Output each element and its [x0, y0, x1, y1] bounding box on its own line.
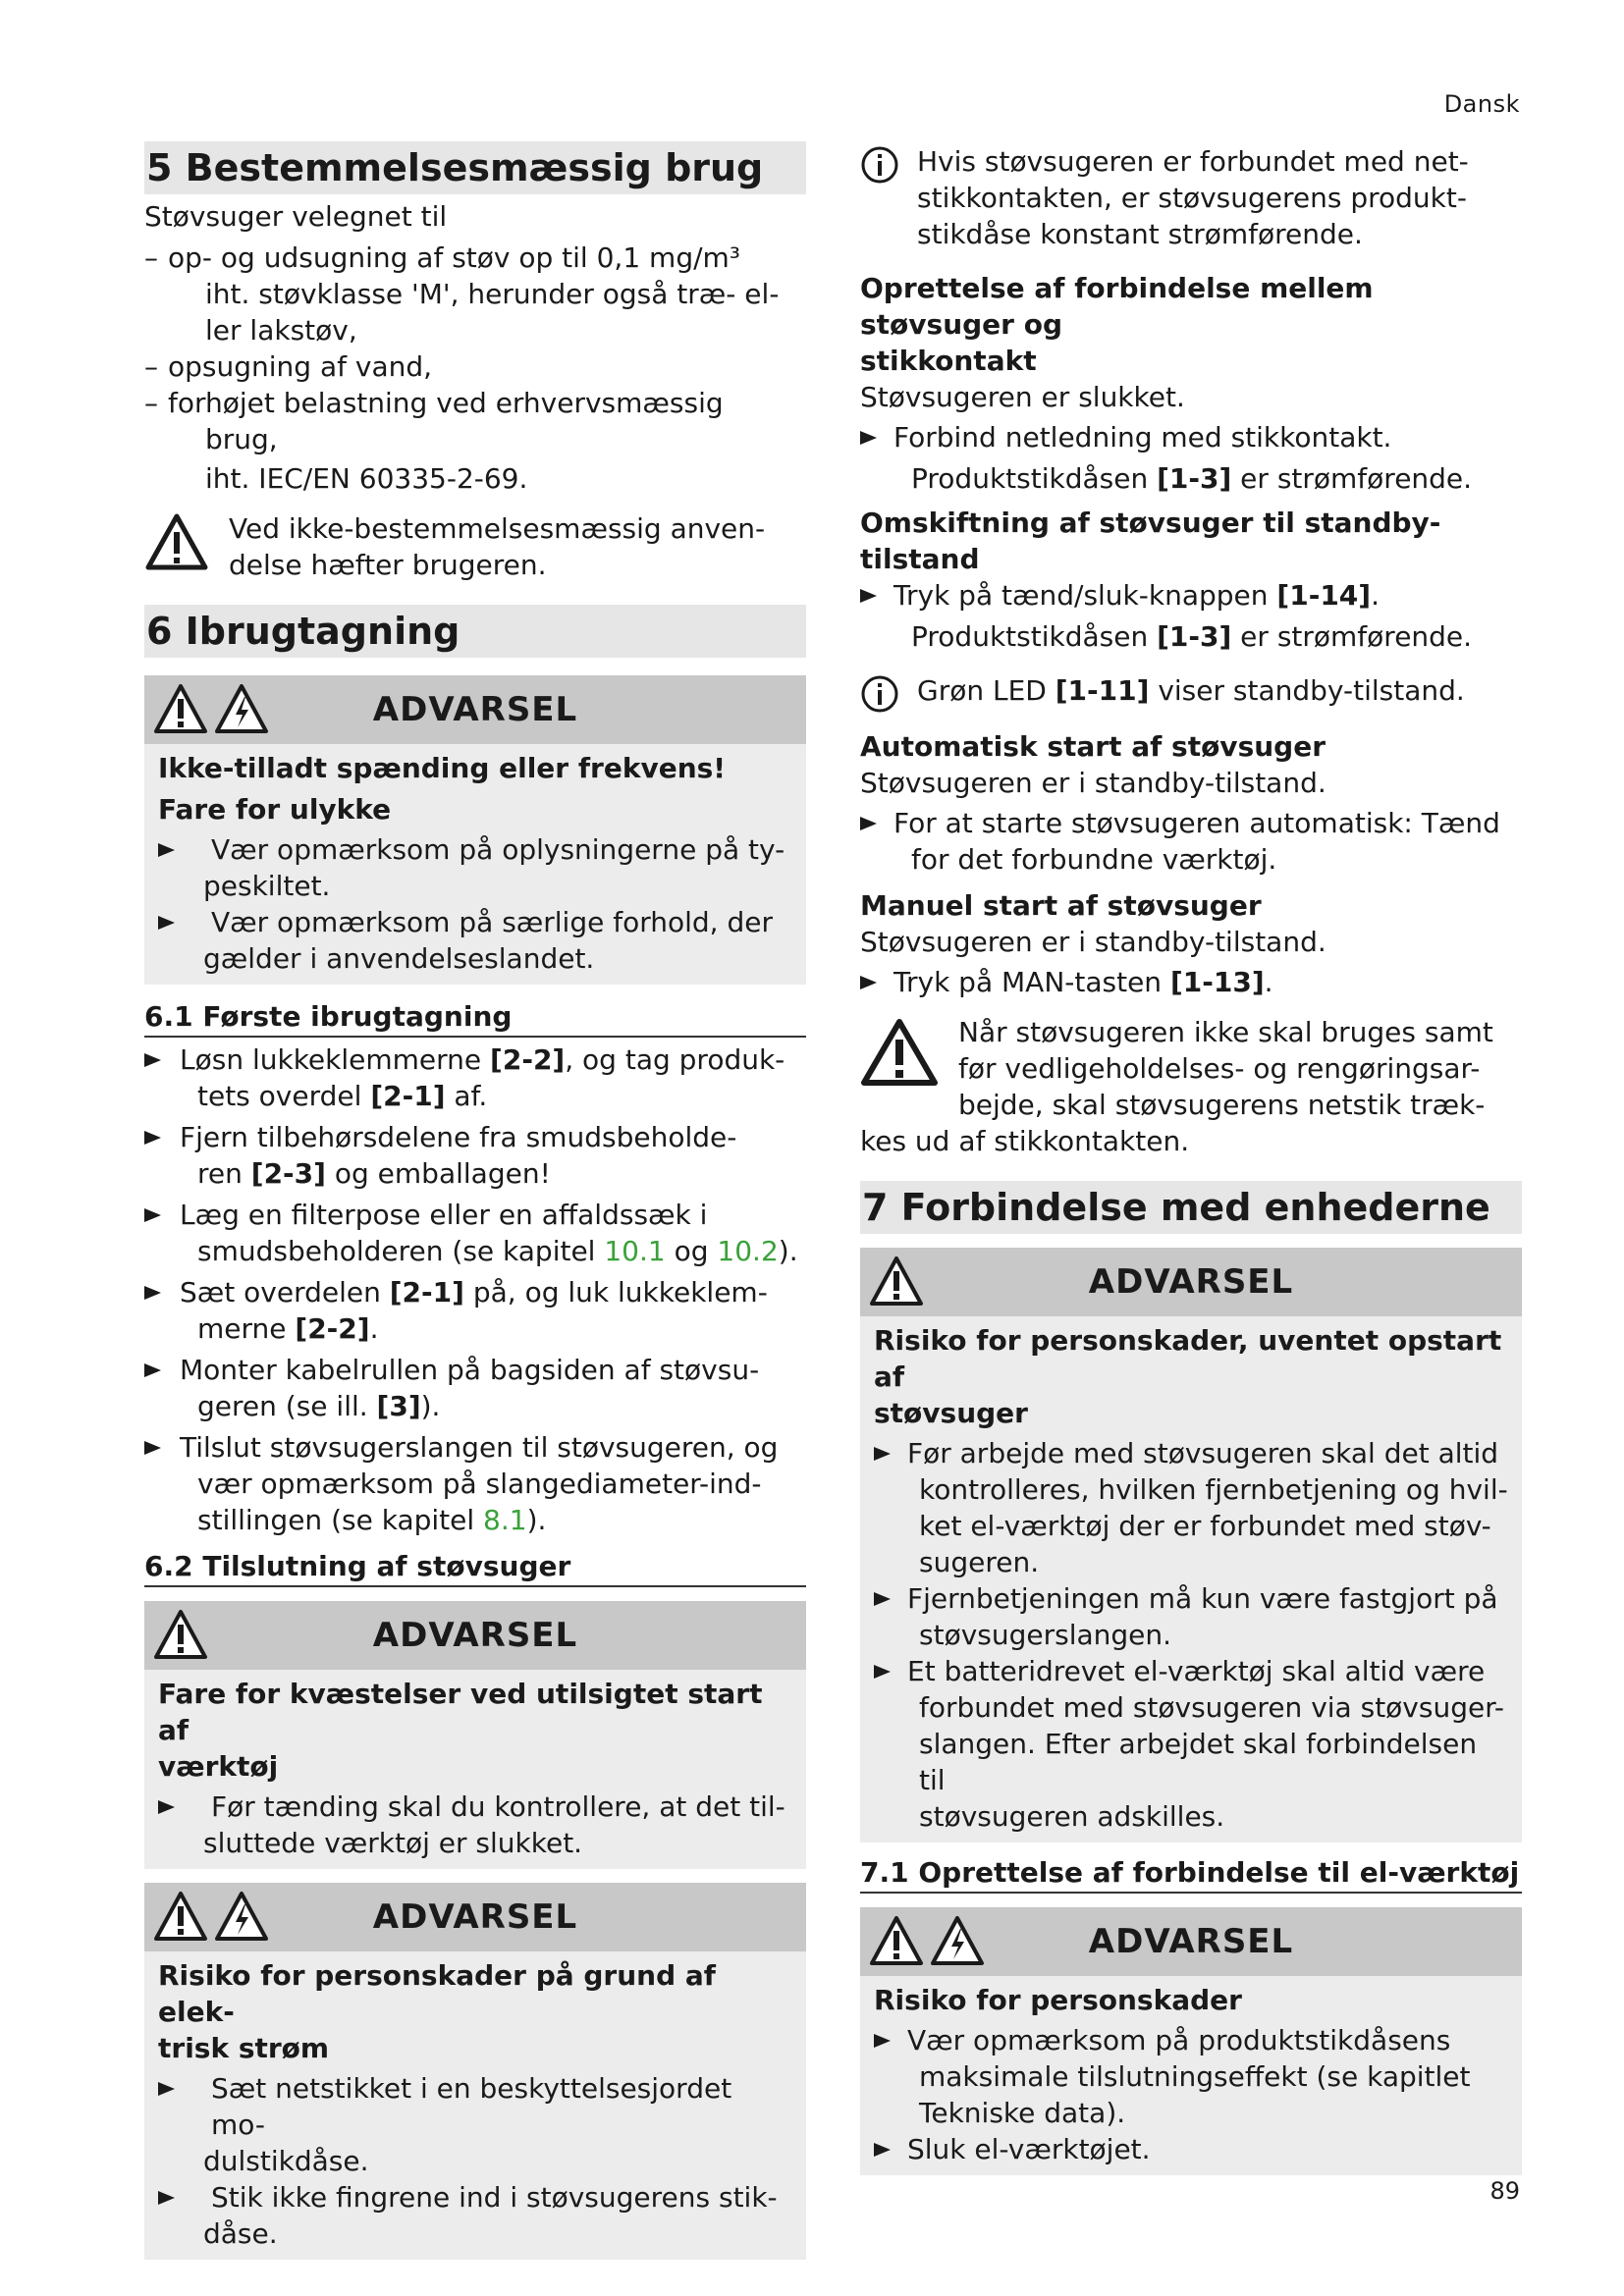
warning-bullet: Et batteridrevet el-værktøj skal altid være: [874, 1653, 1508, 1689]
link-10-2[interactable]: 10.2: [717, 1235, 779, 1267]
subsection-6-1-title: 6.1 Første ibrugtagning: [144, 1000, 806, 1038]
arrow-bullet-icon: [158, 2082, 175, 2096]
arrow-bullet-icon: [158, 843, 175, 857]
warning-box-2: [144, 1601, 806, 1869]
warning-title: ADVARSEL: [372, 690, 578, 729]
s5-l1-c: ler lakstøv,: [205, 314, 357, 347]
arrow-bullet-icon: [144, 1131, 161, 1145]
warning-box-3: [144, 1883, 806, 2260]
s5-l3-a: forhøjet belastning ved erhvervsmæssig: [168, 387, 724, 419]
info-icon: [860, 145, 899, 185]
arrow-bullet-icon: [874, 1592, 891, 1606]
connect-heading: Oprettelse af forbindelse mellem støvsuger og: [860, 272, 1374, 341]
right-column: [860, 141, 1522, 2175]
s5-l3-b: brug,: [205, 423, 278, 455]
warning-bar: [144, 1883, 806, 1951]
warning-bar: [860, 1907, 1522, 1976]
page-number: 89: [1489, 2177, 1520, 2205]
bullet-cont: dåse.: [203, 2217, 278, 2250]
standby-heading: Omskiftning af støvsuger til standby-tilstand: [860, 507, 1441, 575]
manual-heading: Manuel start af støvsuger: [860, 889, 1262, 922]
s5-list-item-1: [144, 240, 806, 276]
subsection-7-1-title: 7.1 Oprettelse af forbindelse til el-værktøj: [860, 1856, 1522, 1894]
auto-heading: Automatisk start af støvsuger: [860, 730, 1326, 763]
warning-heading: Risiko for personskader: [874, 1984, 1242, 2016]
manual-step: Tryk på MAN-tasten [1-13].: [860, 964, 1522, 1000]
info-note-2: [860, 672, 1522, 709]
step-cont: smudsbeholderen (se kapitel 10.1 og 10.2).: [197, 1235, 798, 1267]
language-label: Dansk: [1443, 90, 1520, 118]
section-7-title: 7 Forbindelse med enhederne: [860, 1181, 1522, 1234]
step-item: Tilslut støvsugerslangen til støvsugeren, og: [144, 1429, 806, 1466]
info1-b: stikkontakten, er støvsugerens produkt-: [917, 182, 1467, 214]
step-cont: merne [2-2].: [197, 1312, 379, 1345]
subsection-6-2-title: 6.2 Tilslutning af støvsuger: [144, 1550, 806, 1587]
s5-note-b: delse hæfter brugeren.: [229, 549, 547, 581]
manual-precondition: Støvsugeren er i standby-tilstand.: [860, 926, 1326, 958]
warning-heading-cont: værktøj: [158, 1750, 279, 1783]
auto-step-cont: for det forbundne værktøj.: [911, 843, 1277, 876]
step-cont: ren [2-3] og emballagen!: [197, 1157, 551, 1190]
warning-heading: Ikke-tilladt spænding eller frekvens!: [158, 752, 727, 784]
caution-note: [860, 1014, 1522, 1159]
warning-bullet: Før tænding skal du kontrollere, at det til-: [158, 1789, 792, 1825]
step-item: Løsn lukkeklemmerne [2-2], og tag produk-: [144, 1041, 806, 1078]
bullet-text: Vær opmærksom på oplysningerne på ty-: [211, 833, 785, 866]
warning-bullet: [158, 904, 792, 940]
bullet-cont: kontrolleres, hvilken fjernbetjening og hvil-: [919, 1473, 1508, 1506]
warning-heading: Fare for kvæstelser ved utilsigtet start af: [158, 1678, 763, 1746]
arrow-bullet-icon: [874, 2143, 891, 2157]
arrow-bullet-icon: [860, 817, 877, 830]
warning-bar: [860, 1248, 1522, 1316]
caution-c: bejde, skal støvsugerens netstik træk-: [958, 1089, 1486, 1121]
section-6-title: 6 Ibrugtagning: [144, 605, 806, 658]
arrow-bullet-icon: [144, 1053, 161, 1067]
warning-bullet: Sæt netstikket i en beskyttelsesjordet mo-: [158, 2070, 792, 2143]
warning-bullet: Vær opmærksom på produktstikdåsens: [874, 2022, 1508, 2058]
warning-title: ADVARSEL: [372, 1897, 578, 1937]
warning-title: ADVARSEL: [372, 1616, 578, 1655]
dash-mark: –: [144, 241, 158, 274]
warning-heading: Risiko for personskader, uventet opstart af: [874, 1324, 1502, 1393]
arrow-bullet-icon: [144, 1441, 161, 1455]
warning-box-5: [860, 1907, 1522, 2175]
auto-precondition: Støvsugeren er i standby-tilstand.: [860, 767, 1326, 799]
warning-box-1: [144, 675, 806, 985]
s5-list-item-3: [144, 385, 806, 421]
arrow-bullet-icon: [158, 916, 175, 930]
bullet-cont: peskiltet.: [203, 870, 331, 902]
s5-l2: opsugning af vand,: [168, 350, 433, 383]
step-cont: vær opmærksom på slangediameter-ind-: [197, 1468, 762, 1500]
bullet-cont: maksimale tilslutningseffekt (se kapitlet: [919, 2060, 1471, 2093]
standby-step: Tryk på tænd/sluk-knappen [1-14].: [860, 577, 1522, 614]
bullet-text: Vær opmærksom på særlige forhold, der: [211, 906, 773, 938]
arrow-bullet-icon: [874, 2034, 891, 2048]
info-icon: [860, 674, 899, 714]
standby-result: Produktstikdåsen [1-3] er strømførende.: [911, 620, 1473, 653]
dash-mark: –: [144, 387, 158, 419]
bullet-cont: dulstikdåse.: [203, 2145, 369, 2177]
bullet-cont: sluttede værktøj er slukket.: [203, 1827, 583, 1859]
arrow-bullet-icon: [158, 1800, 175, 1814]
arrow-bullet-icon: [860, 976, 877, 989]
step-cont: stillingen (se kapitel 8.1).: [197, 1504, 547, 1536]
step-cont: tets overdel [2-1] af.: [197, 1080, 488, 1112]
arrow-bullet-icon: [860, 589, 877, 603]
s5-note-a: Ved ikke-bestemmelsesmæssig anven-: [229, 512, 766, 545]
warning-heading-cont: støvsuger: [874, 1397, 1028, 1429]
warning-bullet: [158, 831, 792, 868]
warning-bar: [144, 675, 806, 744]
warning-bullet: Sluk el-værktøjet.: [874, 2131, 1508, 2167]
arrow-bullet-icon: [144, 1286, 161, 1300]
step-item: Monter kabelrullen på bagsiden af støvsu-: [144, 1352, 806, 1388]
warning-bar: [144, 1601, 806, 1670]
bullet-cont: støvsugeren adskilles.: [919, 1800, 1225, 1833]
step-cont: geren (se ill. [3]).: [197, 1390, 441, 1422]
bullet-cont: Tekniske data).: [919, 2097, 1126, 2129]
info-note-1: [860, 143, 1522, 252]
connect-precondition: Støvsugeren er slukket.: [860, 381, 1185, 413]
arrow-bullet-icon: [874, 1665, 891, 1679]
connect-step: Forbind netledning med stikkontakt.: [860, 419, 1522, 455]
arrow-bullet-icon: [144, 1363, 161, 1377]
bullet-cont: støvsugerslangen.: [919, 1619, 1172, 1651]
caution-d: kes ud af stikkontakten.: [860, 1125, 1190, 1157]
warning-title: ADVARSEL: [1088, 1922, 1294, 1961]
s5-list-item-2: [144, 348, 806, 385]
step-item: Sæt overdelen [2-1] på, og luk lukkeklem-: [144, 1274, 806, 1310]
step-item: Fjern tilbehørsdelene fra smudsbeholde-: [144, 1119, 806, 1155]
arrow-bullet-icon: [158, 2191, 175, 2205]
s5-l1-a: op- og udsugning af støv op til 0,1 mg/m³: [168, 241, 741, 274]
connect-result: Produktstikdåsen [1-3] er strømførende.: [911, 462, 1473, 495]
step-item: Læg en filterpose eller en affaldssæk i: [144, 1197, 806, 1233]
s5-l3-c: iht. IEC/EN 60335-2-69.: [205, 462, 528, 495]
bullet-cont: ket el-værktøj der er forbundet med støv-: [919, 1510, 1491, 1542]
warning-heading-cont: trisk strøm: [158, 2032, 330, 2064]
caution-icon: [144, 512, 209, 571]
warning-subheading: Fare for ulykke: [158, 793, 392, 826]
left-column: [144, 141, 806, 2260]
info2-text: Grøn LED [1-11] viser standby-tilstand.: [917, 674, 1465, 707]
warning-bullet: Fjernbetjeningen må kun være fastgjort på: [874, 1580, 1508, 1617]
info1-a: Hvis støvsugeren er forbundet med net-: [917, 145, 1469, 178]
warning-title: ADVARSEL: [1088, 1262, 1294, 1302]
s5-intro: Støvsuger velegnet til: [144, 200, 448, 233]
s5-l1-b: iht. støvklasse 'M', herunder også træ- el-: [205, 278, 780, 310]
arrow-bullet-icon: [874, 1447, 891, 1461]
bullet-cont: sugeren.: [919, 1546, 1040, 1578]
auto-step: For at starte støvsugeren automatisk: Tænd: [860, 805, 1522, 841]
warning-box-4: [860, 1248, 1522, 1842]
caution-icon: [860, 1018, 939, 1087]
connect-heading-cont: stikkontakt: [860, 345, 1037, 377]
arrow-bullet-icon: [860, 431, 877, 445]
bullet-cont: gælder i anvendelseslandet.: [203, 942, 595, 975]
dash-mark: –: [144, 350, 158, 383]
s5-caution-note: [144, 510, 806, 583]
warning-heading: Risiko for personskader på grund af elek-: [158, 1959, 716, 2028]
bullet-cont: slangen. Efter arbejdet skal forbindelsen til: [919, 1728, 1478, 1796]
section-5-title: 5 Bestemmelsesmæssig brug: [144, 141, 806, 194]
link-8-1[interactable]: 8.1: [483, 1504, 527, 1536]
warning-bullet: Før arbejde med støvsugeren skal det altid: [874, 1435, 1508, 1471]
arrow-bullet-icon: [144, 1208, 161, 1222]
warning-bullet: Stik ikke fingrene ind i støvsugerens stik-: [158, 2179, 792, 2216]
bullet-cont: forbundet med støvsugeren via støvsuger-: [919, 1691, 1505, 1724]
caution-a: Når støvsugeren ikke skal bruges samt: [958, 1016, 1493, 1048]
caution-b: før vedligeholdelses- og rengøringsar-: [958, 1052, 1481, 1085]
info1-c: stikdåse konstant strømførende.: [917, 218, 1363, 250]
link-10-1[interactable]: 10.1: [604, 1235, 666, 1267]
